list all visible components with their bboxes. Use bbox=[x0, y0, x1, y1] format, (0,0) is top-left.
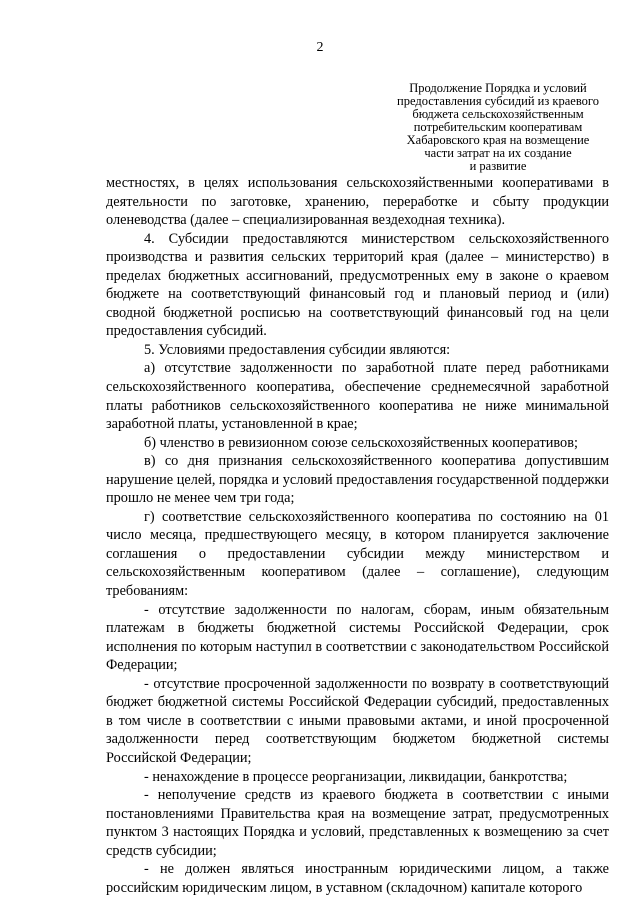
page-number: 2 bbox=[316, 40, 324, 55]
paragraph-item-v: в) со дня признания сельскохозяйственного кооператива допустившим нарушение целей, порядка и условий предоставления государственной поддержки прошло не менее чем три года; bbox=[106, 453, 609, 507]
paragraph-continuation: местностях, в целях использования сельскохозяйственными кооперативами в деятельности по заготовке, хранению, переработке и сбыту продукции оленеводства (далее – специализированная вездеходная техника). bbox=[106, 175, 609, 229]
paragraph-clause-5: 5. Условиями предоставления субсидии являются: bbox=[144, 341, 451, 358]
header-line: Продолжение Порядка и условий bbox=[409, 81, 587, 95]
requirement-item: - неполучение средств из краевого бюджета в соответствии с иными постановлениями Правительства края на возмещение затрат, предусмотренных пунктом 3 настоящих Порядка и условий, представленных к возмещению за счет средств субсидии; bbox=[106, 787, 609, 859]
header-line: части затрат на их создание bbox=[424, 146, 572, 160]
header-line: Хабаровского края на возмещение bbox=[406, 133, 590, 147]
document-body bbox=[106, 174, 609, 897]
header-line: бюджета сельскохозяйственным bbox=[412, 107, 584, 121]
header-line: потребительским кооперативам bbox=[413, 120, 583, 134]
requirement-item: - отсутствие задолженности по налогам, сборам, иным обязательным платежам в бюджеты бюджетной системы Российской Федерации, срок исполнения по которым наступил в соответствии с законодательством Российской Федерации; bbox=[106, 601, 609, 674]
requirement-item: - ненахождение в процессе реорганизации, ликвидации, банкротства; bbox=[144, 768, 568, 785]
paragraph-item-a: а) отсутствие задолженности по заработной плате перед работниками сельскохозяйственного кооператива, обеспечение среднемесячной заработной платы работников сельскохозяйственного кооператива не ниже минимальной заработной платы, установленной в крае; bbox=[106, 360, 609, 433]
header-line: предоставления субсидий из краевого bbox=[397, 94, 599, 108]
paragraph-clause-4: 4. Субсидии предоставляются министерством сельскохозяйственного производства и развития сельских территорий края (далее – министерство) в пределах бюджетных ассигнований, предусмотренных ему в законе о краевом бюджете на соответствующий финансовый год и плановый период и (или) сводной бюджетной росписью на соответствующий финансовый год на цели предоставления субсидий. bbox=[106, 230, 609, 340]
header-line: и развитие bbox=[469, 159, 527, 173]
paragraph-item-g: г) соответствие сельскохозяйственного кооператива по состоянию на 01 число месяца, предшествующего месяцу, в котором планируется заключение соглашения о предоставлении субсидии между министерством и сельскохозяйственным кооперативом (далее – соглашение), следующим требованиям: bbox=[106, 508, 609, 600]
requirement-item: - отсутствие просроченной задолженности по возврату в соответствующий бюджет бюджетной системы Российской Федерации субсидий, предоставленных в том числе в соответствии с иными правовыми актами, и иной просроченной задолженности перед соответствующим бюджетом бюджетной системы Российской Федерации; bbox=[106, 675, 609, 766]
document-header bbox=[396, 82, 600, 173]
paragraph-item-b: б) членство в ревизионном союзе сельскохозяйственных кооперативов; bbox=[144, 434, 578, 451]
requirement-item: - не должен являться иностранным юридическими лицом, а также российским юридическим лицом, в уставном (складочном) капитале которого bbox=[106, 861, 609, 896]
